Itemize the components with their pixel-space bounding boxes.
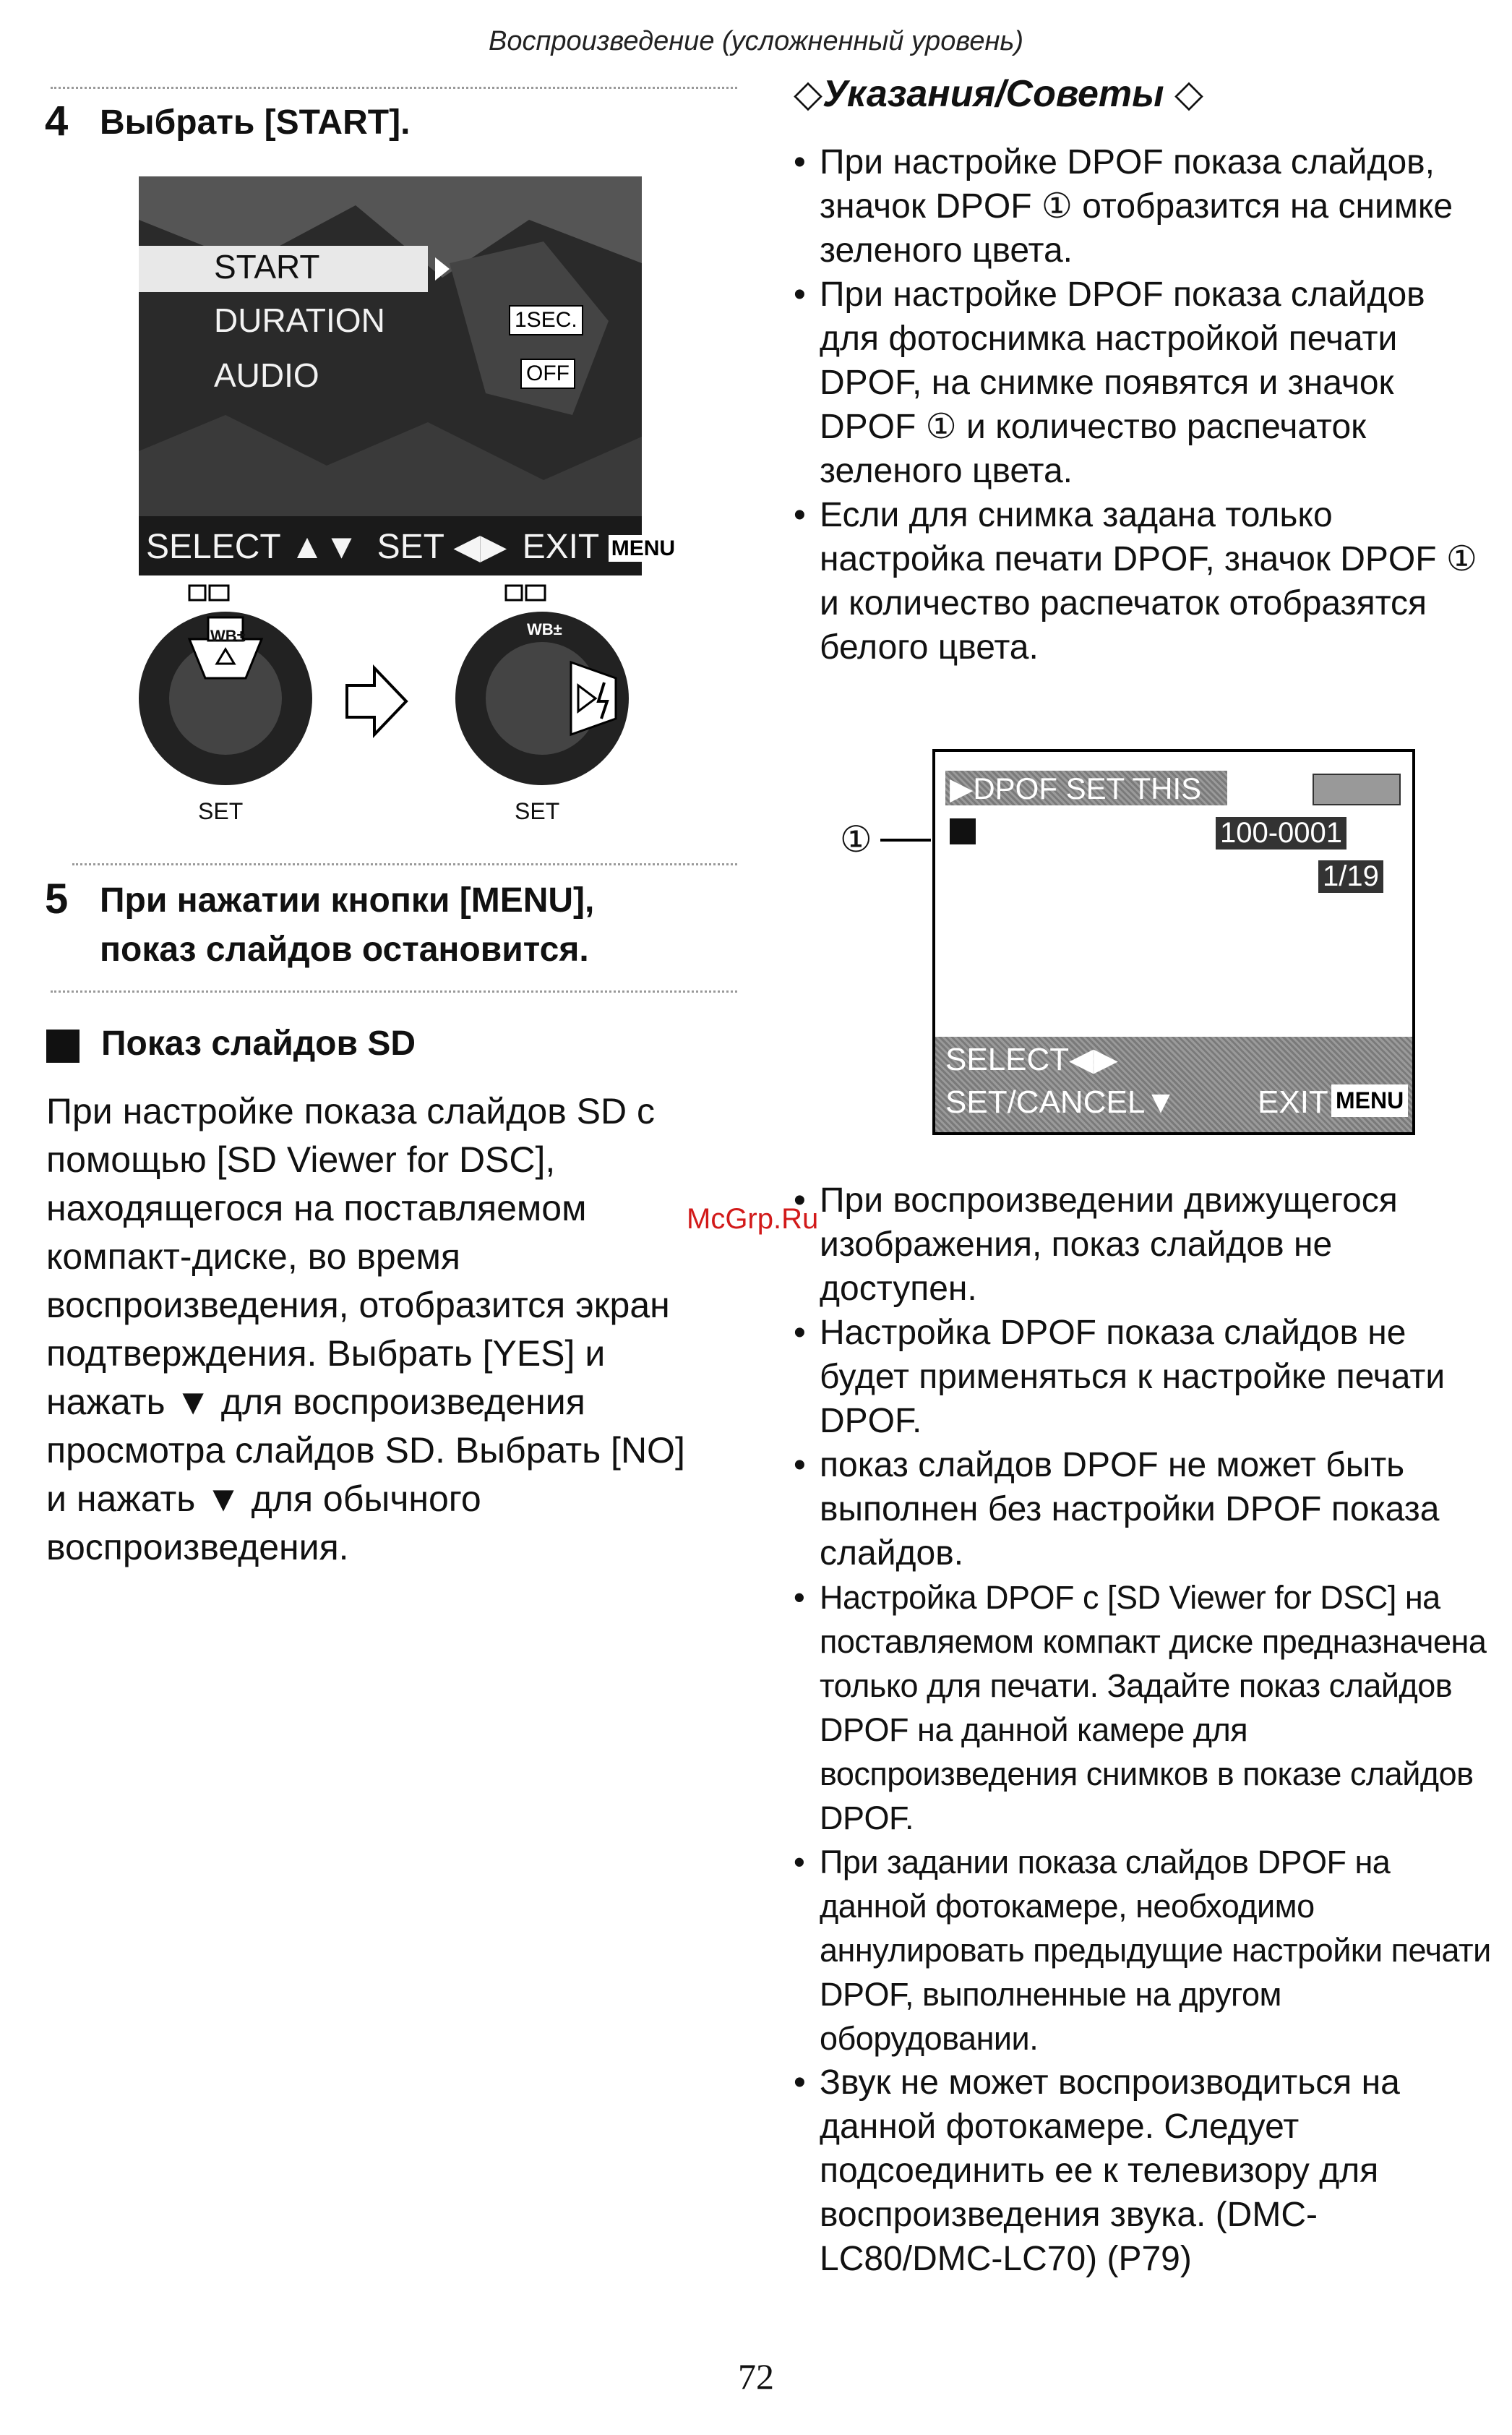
diamond-icon: ◇	[794, 73, 822, 115]
step-text: При нажатии кнопки [MENU],	[100, 881, 595, 920]
duration-value: 1SEC.	[509, 305, 583, 335]
text-line: находящегося на поставляемом	[46, 1188, 587, 1228]
text-line: нажать ▼ для воспроизведения	[46, 1382, 585, 1422]
list-item: • Звук не может воспроизводиться на данной фотокамере. Следует подсоединить ее к телевизору для воспроизведения звука. (DMC-LC80/DMC-LC70) (P79)	[794, 2060, 1495, 2281]
dpof-icon	[950, 818, 976, 844]
audio-value: OFF	[520, 359, 575, 389]
battery-icon	[1313, 774, 1401, 805]
exit-label: EXIT	[1258, 1084, 1328, 1120]
down-arrow-icon: ▼	[1145, 1084, 1177, 1120]
watermark: McGrp.Ru	[687, 1203, 819, 1235]
set-label: SET	[377, 528, 444, 566]
playback-icon: ▶	[950, 771, 974, 805]
text-line: просмотра слайдов SD. Выбрать [NO]	[46, 1430, 685, 1471]
list-item: • Настройка DPOF показа слайдов не будет применяться к настройке печати DPOF.	[794, 1311, 1495, 1443]
menu-badge: MENU	[609, 535, 678, 562]
exit-label: EXIT	[522, 528, 599, 566]
menu-item-start[interactable]: START	[214, 248, 320, 286]
text-line: и нажать ▼ для обычного	[46, 1478, 481, 1519]
set-cancel-label	[945, 1084, 1177, 1121]
step-number: 5	[45, 876, 69, 923]
text-line: компакт-диске, во время	[46, 1236, 460, 1277]
text-line: подтверждения. Выбрать [YES] и	[46, 1333, 606, 1374]
image-count: 1/19	[1318, 860, 1383, 893]
list-item: • Если для снимка задана только настройка печати DPOF, значок DPOF ① и количество распечаток отобразятся белого цвета.	[794, 493, 1487, 669]
left-right-icon: ◀▶	[453, 528, 507, 566]
lcd-bottom-bar	[146, 526, 678, 567]
list-item: • При задании показа слайдов DPOF на данной фотокамере, необходимо аннулировать предыдущие настройки печати DPOF, выполненные на другом оборудовании.	[794, 1840, 1495, 2060]
camera-lcd-menu	[139, 176, 676, 575]
list-item: • При настройке DPOF показа слайдов для фотоснимка настройкой печати DPOF, на снимке появятся и значок DPOF ① и количество распечаток зеленого цвета.	[794, 273, 1487, 493]
list-item: • показ слайдов DPOF не может быть выполнен без настройки DPOF показа слайдов.	[794, 1443, 1495, 1575]
wb-label: WB±	[527, 620, 562, 638]
text-line: помощью [SD Viewer for DSC],	[46, 1139, 556, 1180]
dpof-title	[950, 771, 1201, 806]
text-line: воспроизведения.	[46, 1527, 349, 1567]
dial-set-label: SET	[198, 798, 244, 824]
text-line: воспроизведения, отобразится экран	[46, 1285, 670, 1325]
tips-title-text: Указания/Советы	[822, 73, 1164, 115]
list-item: • Настройка DPOF с [SD Viewer for DSC] на поставляемом компакт диске предназначена только для печати. Задайте показ слайдов DPOF на данной камере для воспроизведения снимков в показе слайдов DPOF.	[794, 1575, 1495, 1840]
list-item: • При настройке DPOF показа слайдов, значок DPOF ① отобразится на снимке зеленого цвета.	[794, 140, 1487, 273]
step-number: 4	[45, 98, 69, 145]
dial-right	[455, 586, 629, 785]
step-text: Выбрать [START].	[100, 103, 411, 142]
dial-set-label: SET	[515, 798, 560, 824]
text-line: При настройке показа слайдов SD с	[46, 1091, 655, 1131]
callout-line	[880, 839, 931, 842]
divider	[51, 990, 737, 993]
dpof-screen	[932, 749, 1415, 1135]
diamond-icon: ◇	[1164, 73, 1203, 115]
arrow-right-icon	[435, 257, 450, 281]
menu-item-audio[interactable]: AUDIO	[214, 356, 319, 394]
dpof-title-text: DPOF SET THIS	[973, 771, 1202, 805]
file-number: 100-0001	[1216, 817, 1346, 850]
sd-paragraph	[46, 1087, 740, 1572]
page-number: 72	[738, 2356, 774, 2397]
set-cancel-text: SET/CANCEL	[945, 1084, 1146, 1120]
page-header: Воспроизведение (усложненный уровень)	[488, 26, 1024, 56]
square-bullet-icon	[46, 1030, 80, 1063]
up-down-icon: ▲▼	[290, 528, 359, 566]
list-item: • При воспроизведении движущегося изображения, показ слайдов не доступен.	[794, 1178, 1495, 1311]
dial-illustration	[130, 577, 650, 816]
divider	[72, 863, 737, 865]
menu-item-duration[interactable]: DURATION	[214, 301, 385, 339]
select-label	[945, 1041, 1118, 1078]
arrow-right-icon	[347, 668, 406, 735]
tips-title	[794, 72, 1203, 116]
step-text: показ слайдов остановится.	[100, 930, 589, 969]
left-right-icon: ◀▶	[1069, 1042, 1118, 1077]
section-title: Показ слайдов SD	[101, 1024, 416, 1063]
tips-list	[794, 140, 1487, 669]
select-label: SELECT	[146, 528, 280, 566]
select-text: SELECT	[945, 1042, 1070, 1077]
menu-badge: MENU	[1331, 1084, 1408, 1117]
tips-list	[794, 1178, 1495, 2281]
wb-label: WB±	[210, 627, 246, 645]
dial-left	[139, 586, 312, 785]
callout-number: ①	[840, 819, 872, 860]
divider	[51, 87, 737, 89]
